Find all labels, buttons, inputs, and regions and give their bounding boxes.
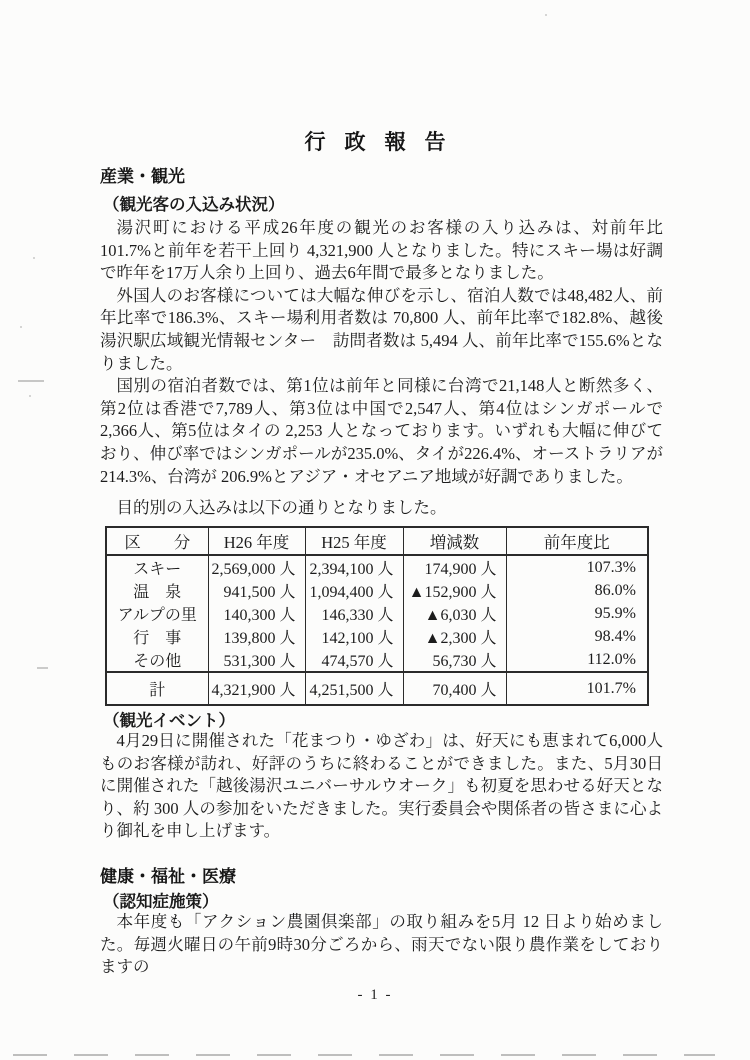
cell-ratio: 112.0% <box>506 648 648 672</box>
cell-category: その他 <box>133 653 182 670</box>
scan-artifact <box>29 395 31 397</box>
subheading-dementia-policy: （認知症施策） <box>103 893 219 911</box>
cell-h25: 142,100 人 <box>305 625 403 648</box>
cell-diff: ▲152,900 人 <box>403 579 506 602</box>
paragraph-visitor-total: 湯沢町における平成26年度の観光のお客様の入り込みは、対前年比 101.7%と前年を若干上回り 4,321,900 人となりました。特にスキー場は好調で昨年を17万人余り上回り、過去6年間で最多となりました。 <box>100 218 663 283</box>
cell-diff: ▲2,300 人 <box>403 625 506 648</box>
scan-artifact <box>18 380 44 382</box>
scan-artifact <box>13 1054 715 1056</box>
table-row <box>106 625 648 648</box>
document-title: 行政報告 <box>304 131 465 154</box>
table-row <box>106 555 648 579</box>
cell-ratio: 98.4% <box>506 625 648 648</box>
col-header-diff: 増減数 <box>403 527 506 555</box>
col-header-category: 区 分 <box>106 527 208 555</box>
col-header-h25: H25 年度 <box>305 527 403 555</box>
paragraph-by-country: 国別の宿泊者数では、第1位は前年と同様に台湾で21,148人と断然多く、第2位は香港で7,789人、第3位は中国で2,547人、第4位はシンガポールで2,366人、第5位はタイの 2,253 人となっております。いずれも大幅に伸びており、伸び率ではシンガポールが235.0%、タイが226.4%、オーストラリアが214.3%、台湾が 206.9%とアジア・オセアニア地域が好調でありました。 <box>100 376 663 486</box>
section-heading-health-welfare: 健康・福祉・医療 <box>100 867 236 886</box>
cell-total-h25: 4,251,500 人 <box>305 672 403 705</box>
col-header-h26: H26 年度 <box>208 527 305 555</box>
cell-h26: 139,800 人 <box>208 625 305 648</box>
cell-h25: 2,394,100 人 <box>305 555 403 579</box>
subheading-visitor-status: （観光客の入込み状況） <box>103 196 285 214</box>
paragraph-dementia: 本年度も「アクション農園倶楽部」の取り組みを5月 12 日より始めました。毎週火曜日の午前9時30分ごろから、雨天でない限り農作業をしておりますの <box>100 912 663 977</box>
table-total-row <box>106 672 648 705</box>
cell-total-diff: 70,400 人 <box>403 672 506 705</box>
col-header-yoy-ratio: 前年度比 <box>506 527 648 555</box>
cell-total-ratio: 101.7% <box>506 672 648 705</box>
dementia-paragraphs <box>100 911 663 979</box>
cell-h26: 531,300 人 <box>208 648 305 672</box>
table-row <box>106 602 648 625</box>
cell-ratio: 86.0% <box>506 579 648 602</box>
cell-h25: 1,094,400 人 <box>305 579 403 602</box>
section-heading-industry-tourism: 産業・観光 <box>100 167 185 186</box>
table-header-row <box>106 527 648 555</box>
scan-artifact <box>37 667 48 669</box>
table-intro: 目的別の入込みは以下の通りとなりました。 <box>116 498 447 517</box>
scan-artifact <box>33 257 35 259</box>
table-row <box>106 648 648 672</box>
cell-total-h26: 4,321,900 人 <box>208 672 305 705</box>
scan-artifact <box>545 14 547 16</box>
cell-h25: 146,330 人 <box>305 602 403 625</box>
cell-h26: 941,500 人 <box>208 579 305 602</box>
cell-ratio: 107.3% <box>506 555 648 579</box>
visitor-status-paragraphs <box>100 217 663 488</box>
cell-ratio: 95.9% <box>506 602 648 625</box>
cell-h26: 2,569,000 人 <box>208 555 305 579</box>
cell-category: 温 泉 <box>133 584 182 601</box>
cell-h25: 474,570 人 <box>305 648 403 672</box>
cell-diff: 56,730 人 <box>403 648 506 672</box>
cell-category: アルプの里 <box>117 607 197 624</box>
cell-category: 行 事 <box>133 630 182 647</box>
paragraph-events: 4月29日に開催された「花まつり・ゆざわ」は、好天にも恵まれて6,000人ものお客様が訪れ、好評のうちに終わることができました。また、5月30日に開催された「越後湯沢ユニバーサルウオーク」も初夏を思わせる好天となり、約 300 人の参加をいただきました。実行委員会や関係者の皆さまに心より御礼を申し上げます。 <box>100 731 663 841</box>
cell-category: スキー <box>133 561 182 578</box>
cell-diff: 174,900 人 <box>403 555 506 579</box>
cell-diff: ▲6,030 人 <box>403 602 506 625</box>
cell-h26: 140,300 人 <box>208 602 305 625</box>
visitor-breakdown-table <box>105 526 649 706</box>
subheading-tourism-events: （観光イベント） <box>103 712 235 730</box>
tourism-events-paragraphs <box>100 730 663 843</box>
page-number: - 1 - <box>357 987 393 1003</box>
cell-total-label: 計 <box>106 672 208 705</box>
scan-artifact <box>20 326 22 328</box>
table-row <box>106 579 648 602</box>
paragraph-foreign-visitors: 外国人のお客様については大幅な伸びを示し、宿泊人数では48,482人、前年比率で186.3%、スキー場利用者数は 70,800 人、前年比率で182.8%、越後湯沢駅広域観光情報センター 訪問者数は 5,494 人、前年比率で155.6%となりました。 <box>100 285 663 373</box>
